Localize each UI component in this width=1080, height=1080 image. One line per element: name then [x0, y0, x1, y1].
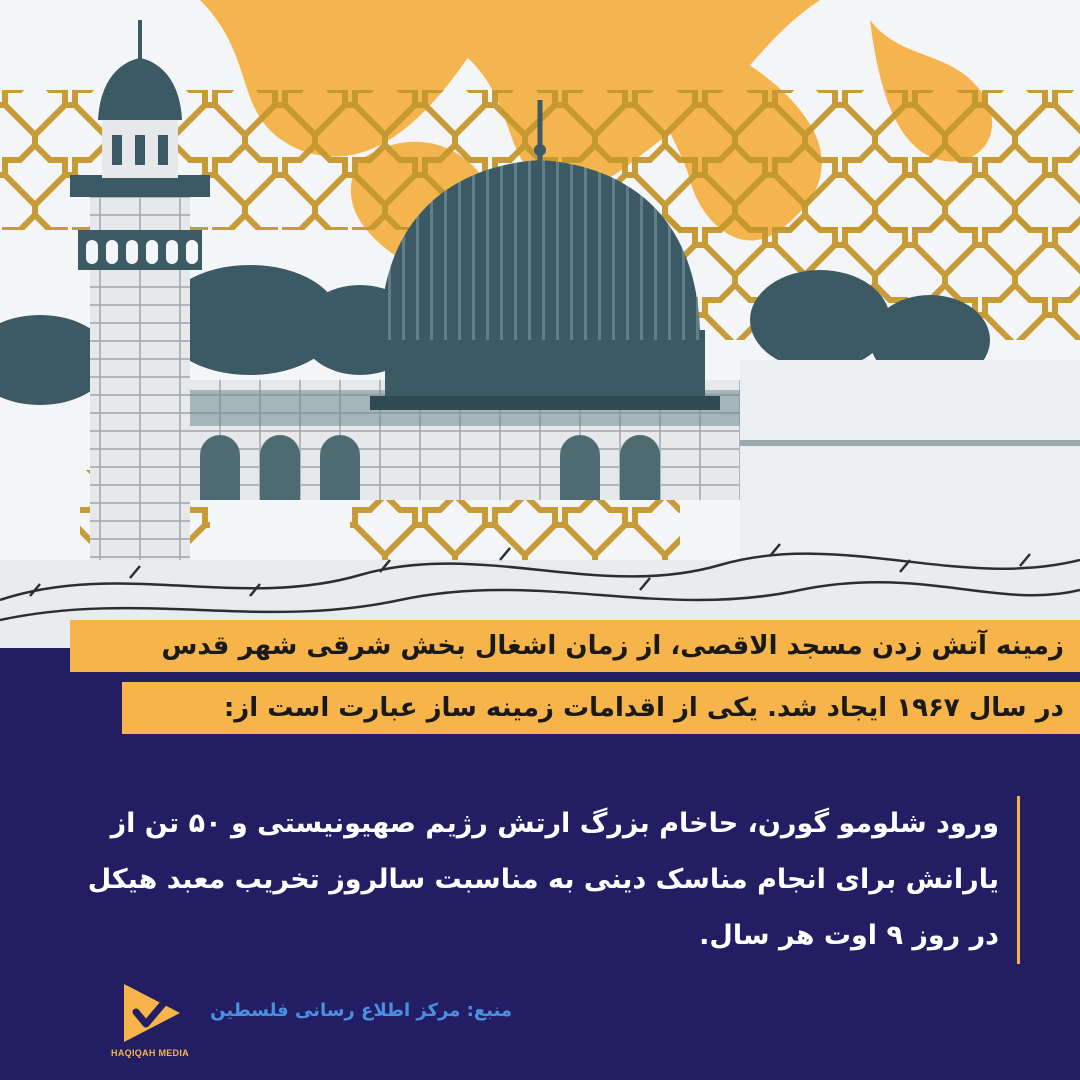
source-credit: منبع: مرکز اطلاع رسانی فلسطین: [210, 1000, 512, 1021]
headline-line-2: در سال ۱۹۶۷ ایجاد شد. یکی از اقدامات زمینه ساز عبارت است از:: [122, 682, 1080, 734]
body-section: [60, 796, 1020, 964]
play-check-icon: [110, 978, 190, 1048]
brand-name: HAQIQAH MEDIA: [111, 1048, 189, 1058]
headline-line-1: زمینه آتش زدن مسجد الاقصی، از زمان اشغال بخش شرقی شهر قدس: [70, 620, 1080, 672]
brand-logo: [100, 978, 200, 1070]
body-text: ورود شلومو گورن، حاخام بزرگ ارتش رژیم صهیونیستی و ۵۰ تن از یارانش برای انجام مناسک دینی به مناسبت سالروز تخریب معبد هیکل در روز ۹ اوت هر سال.: [87, 808, 999, 951]
